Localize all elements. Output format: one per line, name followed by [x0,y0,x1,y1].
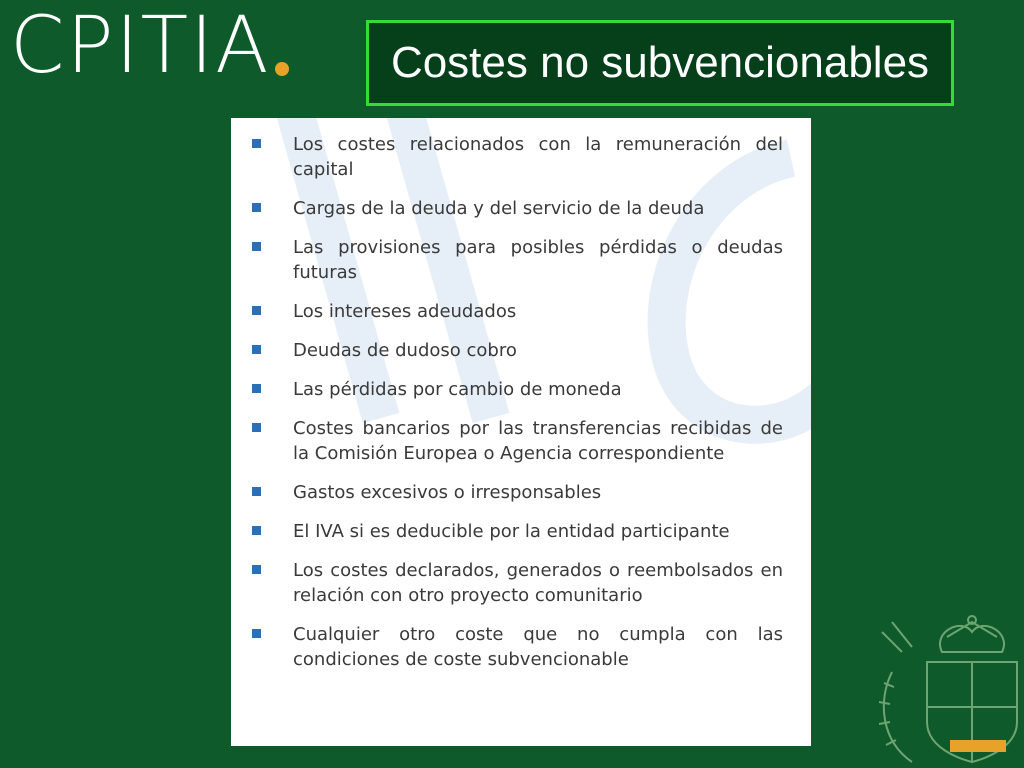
list-item [231,338,811,363]
list-item-text: Los intereses adeudados [293,301,517,322]
list-item [231,416,811,466]
list-item-text: Las pérdidas por cambio de moneda [293,379,622,400]
slide-title-box [366,20,954,106]
list-item-text: Costes bancarios por las transferencias recibidas de la Comisión Europea o Agencia correspondiente [293,418,783,464]
list-item-text: Deudas de dudoso cobro [293,340,517,361]
list-item [231,235,811,285]
list-item-text: Gastos excesivos o irresponsables [293,482,602,503]
square-bullet-icon [252,139,261,148]
square-bullet-icon [252,423,261,432]
list-item-text: Los costes declarados, generados o reembolsados en relación con otro proyecto comunitario [293,560,783,606]
square-bullet-icon [252,242,261,251]
list-item-text: Cualquier otro coste que no cumpla con las condiciones de coste subvencionable [293,624,783,670]
list-item-text: Cargas de la deuda y del servicio de la deuda [293,198,705,219]
square-bullet-icon [252,306,261,315]
slide-title: Costes no subvencionables [390,38,930,87]
logo-dot-icon [275,62,289,76]
list-item [231,480,811,505]
list-item [231,299,811,324]
list-item [231,132,811,182]
list-item [231,519,811,544]
list-item-text: El IVA si es deducible por la entidad participante [293,521,730,542]
list-item [231,622,811,672]
list-item [231,558,811,608]
list-item [231,196,811,221]
square-bullet-icon [252,487,261,496]
content-panel [231,118,811,746]
square-bullet-icon [252,526,261,535]
list-item-text: Los costes relacionados con la remuneración del capital [293,134,783,180]
square-bullet-icon [252,384,261,393]
cost-list [231,132,811,686]
list-item [231,377,811,402]
cpitia-logo [10,1,289,91]
square-bullet-icon [252,345,261,354]
logo-text: CPITIA [10,1,271,91]
list-item-text: Las provisiones para posibles pérdidas o deudas futuras [293,237,783,283]
square-bullet-icon [252,629,261,638]
square-bullet-icon [252,565,261,574]
square-bullet-icon [252,203,261,212]
coat-of-arms-seal [872,612,1024,768]
